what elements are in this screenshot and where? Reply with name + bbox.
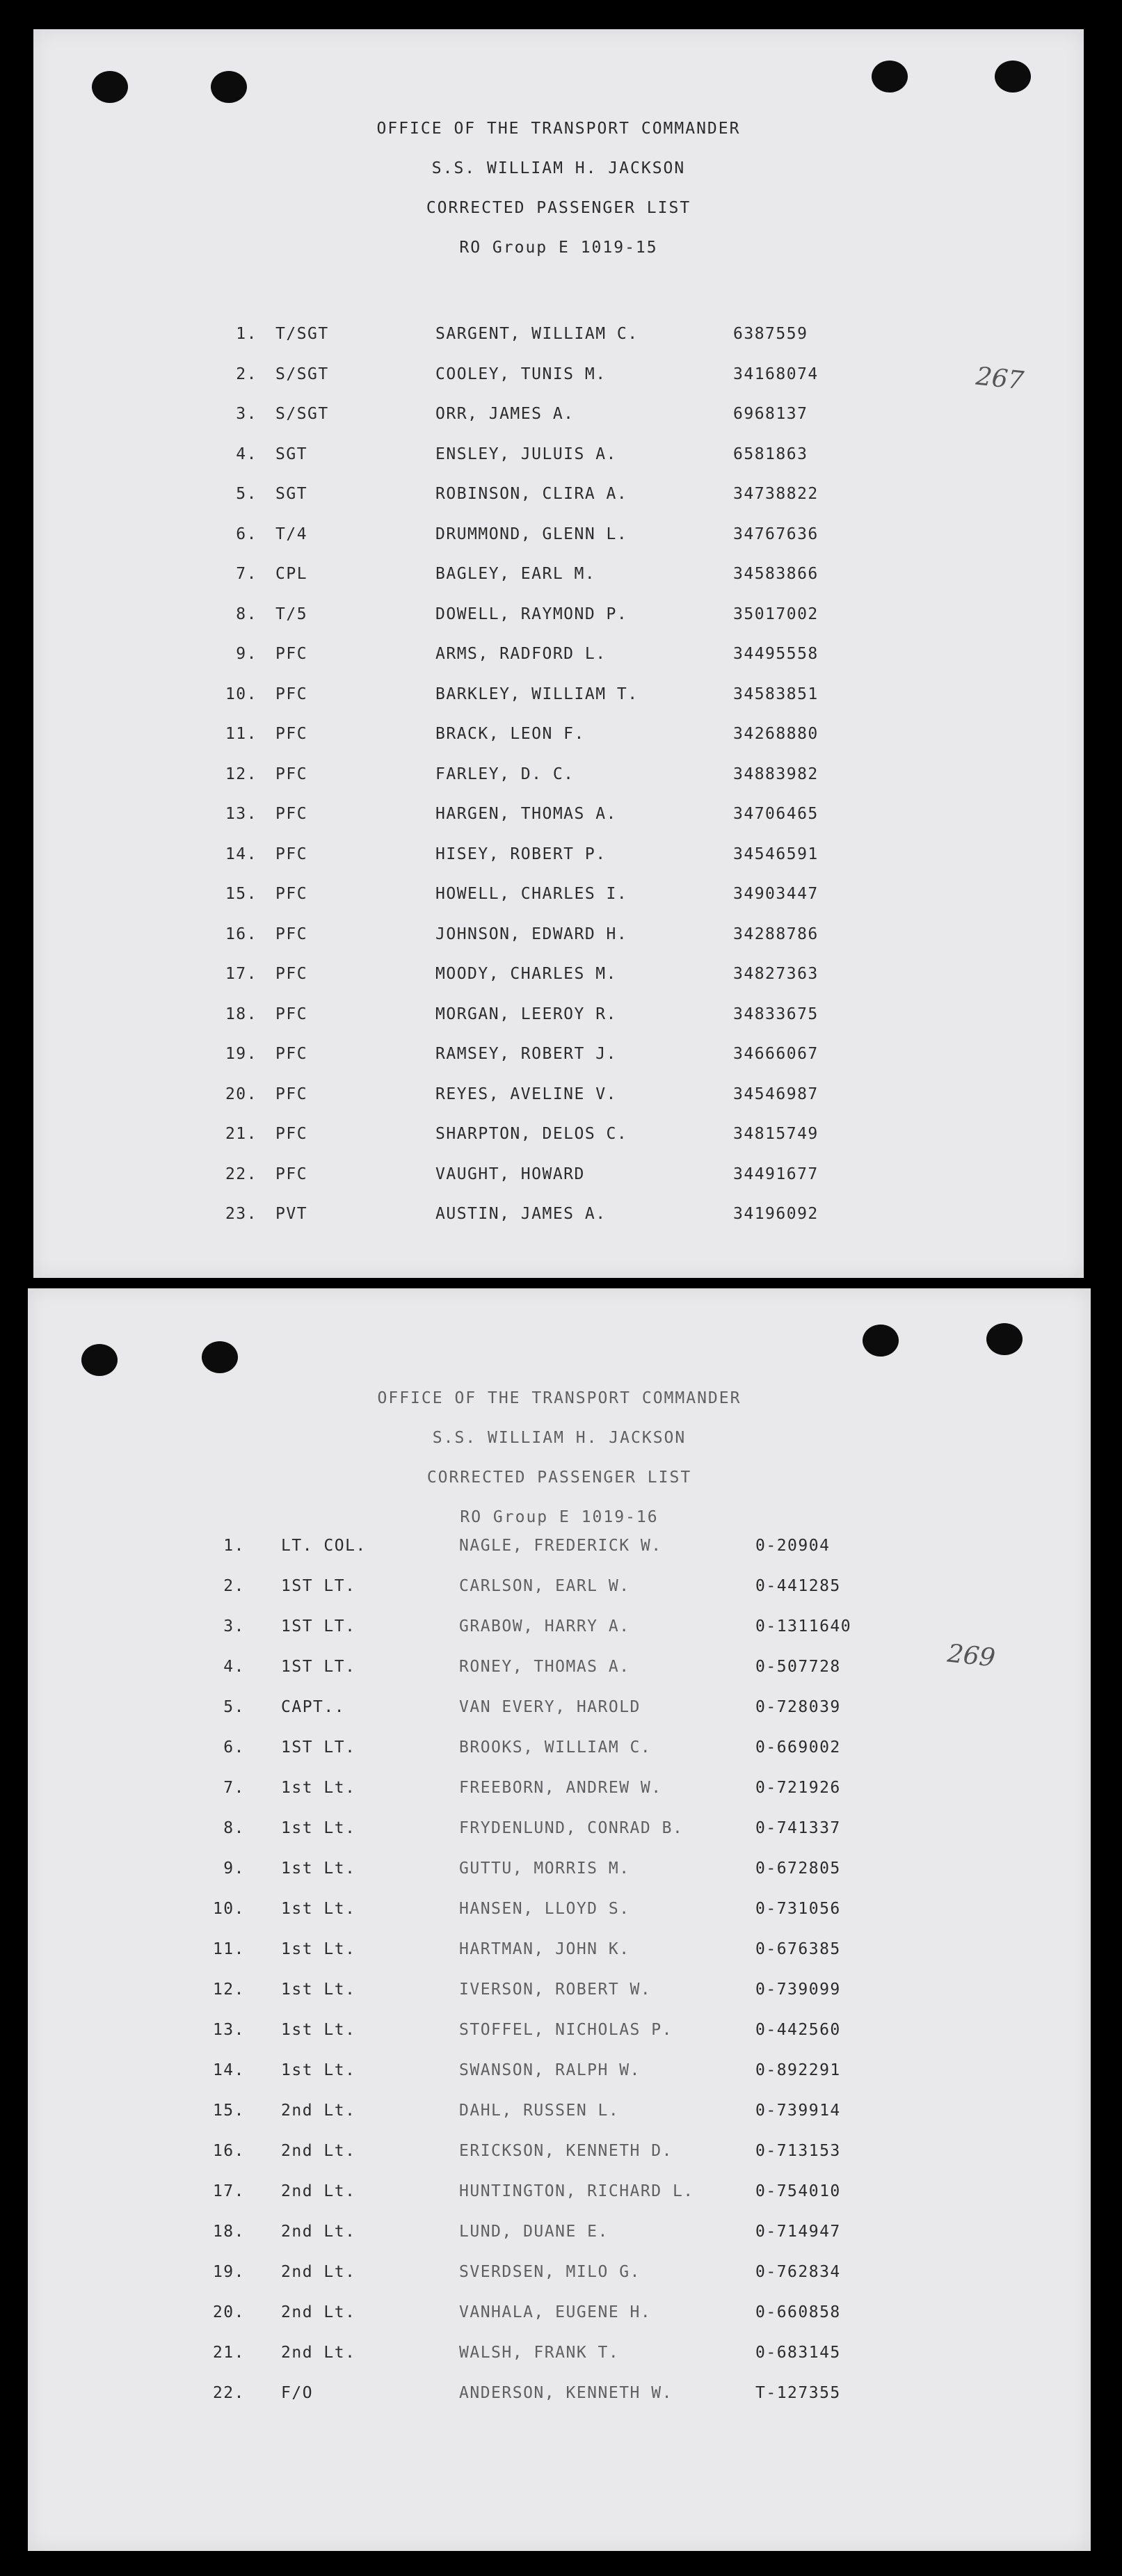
passenger-name: SVERDSEN, MILO G. — [459, 2263, 641, 2281]
passenger-name: BAGLEY, EARL M. — [435, 565, 596, 583]
rank: CPL — [275, 565, 308, 583]
row-number: 19. — [225, 1045, 257, 1063]
row-number: 16. — [225, 925, 257, 943]
rank: PFC — [275, 1045, 308, 1063]
row-number: 15. — [212, 2102, 245, 2120]
rank: 1st Lt. — [281, 1940, 356, 1958]
row-number: 20. — [225, 1085, 257, 1103]
serial-number: 0-741337 — [755, 1819, 841, 1837]
passenger-name: SARGENT, WILLIAM C. — [435, 325, 639, 343]
group-id: RO Group E 1019-16 — [460, 1508, 659, 1526]
passenger-name: ROBINSON, CLIRA A. — [435, 485, 628, 503]
row-number: 7. — [236, 565, 257, 583]
passenger-name: BRACK, LEON F. — [435, 725, 585, 743]
row-number: 3. — [236, 405, 257, 423]
passenger-name: HOWELL, CHARLES I. — [435, 885, 628, 903]
rank: 1ST LT. — [281, 1738, 356, 1757]
serial-number: 6581863 — [733, 445, 808, 463]
rank: 2nd Lt. — [281, 2223, 356, 2241]
serial-number: 0-728039 — [755, 1698, 841, 1716]
rank: 2nd Lt. — [281, 2102, 356, 2120]
handwritten-page-number: 269 — [946, 1639, 997, 1673]
rank: PFC — [275, 805, 308, 823]
passenger-name: DAHL, RUSSEN L. — [459, 2102, 620, 2120]
serial-number: 34738822 — [733, 485, 819, 503]
serial-number: 0-762834 — [755, 2263, 841, 2281]
serial-number: 34268880 — [733, 725, 819, 743]
passenger-name: GRABOW, HARRY A. — [459, 1617, 630, 1635]
row-number: 8. — [236, 605, 257, 623]
serial-number: 0-660858 — [755, 2303, 841, 2321]
punch-hole — [211, 71, 247, 103]
row-number: 6. — [236, 525, 257, 543]
passenger-name: ORR, JAMES A. — [435, 405, 575, 423]
row-number: 1. — [223, 1537, 245, 1555]
row-number: 5. — [223, 1698, 245, 1716]
row-number: 5. — [236, 485, 257, 503]
serial-number: 0-672805 — [755, 1859, 841, 1878]
serial-number: 0-676385 — [755, 1940, 841, 1958]
rank: PFC — [275, 925, 308, 943]
serial-number: 0-683145 — [755, 2344, 841, 2362]
list-title: CORRECTED PASSENGER LIST — [426, 1469, 692, 1487]
row-number: 3. — [223, 1617, 245, 1635]
rank: T/SGT — [275, 325, 329, 343]
serial-number: 0-714947 — [755, 2223, 841, 2241]
punch-hole — [863, 1325, 899, 1357]
serial-number: 0-507728 — [755, 1658, 841, 1676]
row-number: 13. — [212, 2021, 245, 2039]
rank: S/SGT — [275, 365, 329, 383]
serial-number: 0-731056 — [755, 1900, 841, 1918]
rank: PFC — [275, 885, 308, 903]
passenger-name: RAMSEY, ROBERT J. — [435, 1045, 617, 1063]
list-title: CORRECTED PASSENGER LIST — [426, 199, 691, 217]
serial-number: 6387559 — [733, 325, 808, 343]
rank: PFC — [275, 1125, 308, 1143]
passenger-name: JOHNSON, EDWARD H. — [435, 925, 628, 943]
rank: PFC — [275, 725, 308, 743]
serial-number: 0-442560 — [755, 2021, 841, 2039]
row-number: 14. — [212, 2061, 245, 2079]
serial-number: 34495558 — [733, 645, 819, 663]
row-number: 7. — [223, 1779, 245, 1797]
passenger-name: DRUMMOND, GLENN L. — [435, 525, 628, 543]
serial-number: 34833675 — [733, 1005, 819, 1023]
serial-number: 0-739099 — [755, 1981, 841, 1999]
passenger-name: ANDERSON, KENNETH W. — [459, 2384, 673, 2402]
passenger-name: SWANSON, RALPH W. — [459, 2061, 641, 2079]
passenger-name: VAUGHT, HOWARD — [435, 1165, 585, 1183]
page-header — [33, 109, 1084, 268]
rank: 1ST LT. — [281, 1617, 356, 1635]
serial-number: 34491677 — [733, 1165, 819, 1183]
handwritten-page-number: 267 — [975, 362, 1025, 396]
row-number: 16. — [212, 2142, 245, 2160]
passenger-name: AUSTIN, JAMES A. — [435, 1205, 607, 1223]
row-number: 9. — [223, 1859, 245, 1878]
serial-number: 34767636 — [733, 525, 819, 543]
serial-number: 34827363 — [733, 965, 819, 983]
row-number: 14. — [225, 845, 257, 863]
row-number: 11. — [212, 1940, 245, 1958]
passenger-name: FREEBORN, ANDREW W. — [459, 1779, 662, 1797]
passenger-name: CARLSON, EARL W. — [459, 1577, 630, 1595]
serial-number: 0-721926 — [755, 1779, 841, 1797]
serial-number: 34583866 — [733, 565, 819, 583]
passenger-name: REYES, AVELINE V. — [435, 1085, 617, 1103]
rank: 2nd Lt. — [281, 2303, 356, 2321]
rank: SGT — [275, 485, 308, 503]
serial-number: 0-754010 — [755, 2182, 841, 2200]
rank: 1ST LT. — [281, 1577, 356, 1595]
passenger-name: STOFFEL, NICHOLAS P. — [459, 2021, 673, 2039]
rank: PFC — [275, 1165, 308, 1183]
passenger-name: HISEY, ROBERT P. — [435, 845, 607, 863]
row-number: 23. — [225, 1205, 257, 1223]
rank: F/O — [281, 2384, 314, 2402]
serial-number: 0-441285 — [755, 1577, 841, 1595]
row-number: 1. — [236, 325, 257, 343]
rank: SGT — [275, 445, 308, 463]
punch-hole — [92, 71, 128, 103]
passenger-name: NAGLE, FREDERICK W. — [459, 1537, 662, 1555]
punch-hole — [872, 61, 908, 93]
serial-number: 0-739914 — [755, 2102, 841, 2120]
row-number: 18. — [212, 2223, 245, 2241]
passenger-name: VANHALA, EUGENE H. — [459, 2303, 652, 2321]
serial-number: 34883982 — [733, 765, 819, 783]
rank: 2nd Lt. — [281, 2344, 356, 2362]
passenger-name: BARKLEY, WILLIAM T. — [435, 685, 639, 703]
serial-number: 34196092 — [733, 1205, 819, 1223]
passenger-name: MOODY, CHARLES M. — [435, 965, 617, 983]
rank: T/4 — [275, 525, 308, 543]
passenger-name: LUND, DUANE E. — [459, 2223, 609, 2241]
passenger-name: HUNTINGTON, RICHARD L. — [459, 2182, 694, 2200]
passenger-name: COOLEY, TUNIS M. — [435, 365, 607, 383]
serial-number: 34706465 — [733, 805, 819, 823]
rank: PFC — [275, 845, 308, 863]
punch-hole — [995, 61, 1031, 93]
serial-number: 0-1311640 — [755, 1617, 852, 1635]
serial-number: 34903447 — [733, 885, 819, 903]
row-number: 2. — [236, 365, 257, 383]
rank: 1st Lt. — [281, 1779, 356, 1797]
row-number: 22. — [225, 1165, 257, 1183]
serial-number: 0-20904 — [755, 1537, 831, 1555]
passenger-name: FRYDENLUND, CONRAD B. — [459, 1819, 684, 1837]
rank: 1st Lt. — [281, 1859, 356, 1878]
serial-number: 34583851 — [733, 685, 819, 703]
rank: 1st Lt. — [281, 1819, 356, 1837]
serial-number: 0-713153 — [755, 2142, 841, 2160]
rank: PFC — [275, 645, 308, 663]
row-number: 2. — [223, 1577, 245, 1595]
row-number: 15. — [225, 885, 257, 903]
passenger-name: ENSLEY, JULUIS A. — [435, 445, 617, 463]
passenger-name: BROOKS, WILLIAM C. — [459, 1738, 652, 1757]
rank: CAPT.. — [281, 1698, 346, 1716]
rank: 2nd Lt. — [281, 2142, 356, 2160]
serial-number: 6968137 — [733, 405, 808, 423]
punch-hole — [202, 1341, 238, 1373]
row-number: 12. — [212, 1981, 245, 1999]
row-number: 22. — [212, 2384, 245, 2402]
passenger-name: WALSH, FRANK T. — [459, 2344, 620, 2362]
serial-number: 0-892291 — [755, 2061, 841, 2079]
serial-number: 34666067 — [733, 1045, 819, 1063]
punch-hole — [81, 1344, 118, 1376]
rank: 1st Lt. — [281, 1900, 356, 1918]
rank: 1st Lt. — [281, 1981, 356, 1999]
row-number: 11. — [225, 725, 257, 743]
rank: PFC — [275, 965, 308, 983]
row-number: 20. — [212, 2303, 245, 2321]
rank: PFC — [275, 1085, 308, 1103]
row-number: 17. — [212, 2182, 245, 2200]
rank: 1st Lt. — [281, 2061, 356, 2079]
passenger-name: FARLEY, D. C. — [435, 765, 575, 783]
passenger-name: SHARPTON, DELOS C. — [435, 1125, 628, 1143]
punch-hole — [986, 1323, 1023, 1355]
passenger-name: RONEY, THOMAS A. — [459, 1658, 630, 1676]
passenger-list-page-1 — [33, 29, 1084, 1278]
rank: LT. COL. — [281, 1537, 367, 1555]
passenger-name: ERICKSON, KENNETH D. — [459, 2142, 673, 2160]
rank: S/SGT — [275, 405, 329, 423]
row-number: 21. — [225, 1125, 257, 1143]
rank: PFC — [275, 1005, 308, 1023]
row-number: 6. — [223, 1738, 245, 1757]
ship-name: S.S. WILLIAM H. JACKSON — [431, 159, 686, 177]
passenger-name: MORGAN, LEEROY R. — [435, 1005, 617, 1023]
passenger-name: GUTTU, MORRIS M. — [459, 1859, 630, 1878]
passenger-name: HANSEN, LLOYD S. — [459, 1900, 630, 1918]
group-id: RO Group E 1019-15 — [459, 239, 658, 257]
row-number: 18. — [225, 1005, 257, 1023]
rank: PVT — [275, 1205, 308, 1223]
serial-number: 34546591 — [733, 845, 819, 863]
passenger-name: HARTMAN, JOHN K. — [459, 1940, 630, 1958]
row-number: 19. — [212, 2263, 245, 2281]
row-number: 21. — [212, 2344, 245, 2362]
ship-name: S.S. WILLIAM H. JACKSON — [432, 1429, 687, 1447]
serial-number: 34815749 — [733, 1125, 819, 1143]
serial-number: 34168074 — [733, 365, 819, 383]
passenger-name: HARGEN, THOMAS A. — [435, 805, 617, 823]
rank: PFC — [275, 765, 308, 783]
row-number: 4. — [236, 445, 257, 463]
rank: 1ST LT. — [281, 1658, 356, 1676]
row-number: 9. — [236, 645, 257, 663]
office-title: OFFICE OF THE TRANSPORT COMMANDER — [376, 120, 741, 138]
rank: 2nd Lt. — [281, 2263, 356, 2281]
passenger-name: IVERSON, ROBERT W. — [459, 1981, 652, 1999]
serial-number: 34288786 — [733, 925, 819, 943]
row-number: 4. — [223, 1658, 245, 1676]
row-number: 10. — [212, 1900, 245, 1918]
rank: PFC — [275, 685, 308, 703]
row-number: 17. — [225, 965, 257, 983]
serial-number: 35017002 — [733, 605, 819, 623]
rank: 1st Lt. — [281, 2021, 356, 2039]
row-number: 13. — [225, 805, 257, 823]
serial-number: 0-669002 — [755, 1738, 841, 1757]
office-title: OFFICE OF THE TRANSPORT COMMANDER — [377, 1389, 742, 1407]
passenger-name: ARMS, RADFORD L. — [435, 645, 607, 663]
row-number: 12. — [225, 765, 257, 783]
serial-number: 34546987 — [733, 1085, 819, 1103]
rank: 2nd Lt. — [281, 2182, 356, 2200]
passenger-name: VAN EVERY, HAROLD — [459, 1698, 641, 1716]
serial-number: T-127355 — [755, 2384, 841, 2402]
page-header — [28, 1379, 1091, 1537]
row-number: 8. — [223, 1819, 245, 1837]
passenger-list-page-2 — [28, 1288, 1091, 2551]
rank: T/5 — [275, 605, 308, 623]
passenger-name: DOWELL, RAYMOND P. — [435, 605, 628, 623]
row-number: 10. — [225, 685, 257, 703]
